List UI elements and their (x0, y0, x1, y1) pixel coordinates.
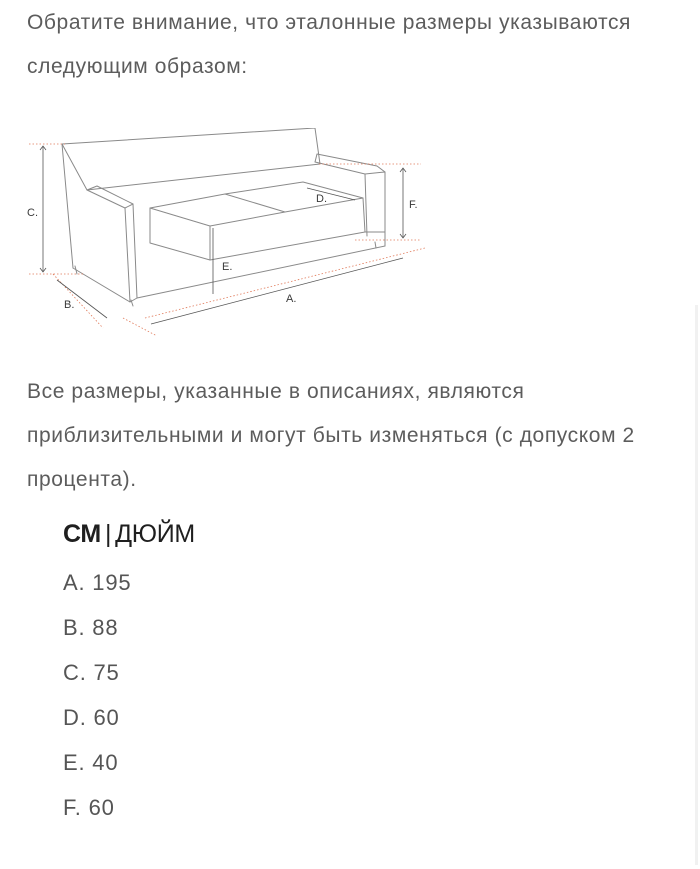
sofa-seat-cushion-left (150, 194, 285, 226)
dimension-item: F. 60 (63, 795, 115, 820)
dimension-item: C. 75 (63, 660, 120, 685)
dimension-item: A. 195 (63, 570, 132, 595)
dimensions-list (63, 560, 131, 830)
tolerance-note: Все размеры, указанные в описаниях, являются приблизительными и могут быть изменяться (с допуском 2 процента). (27, 380, 635, 491)
unit-cm-option[interactable]: СМ (63, 520, 101, 548)
sofa-left-arm (73, 190, 130, 302)
sofa-backrest (62, 128, 320, 190)
diagram-label-c: C. (27, 207, 38, 219)
diagram-label-b: B. (64, 299, 75, 311)
intro-text: Обратите внимание, что эталонные размеры указываются следующим образом: (27, 11, 632, 78)
diagram-label-a: A. (286, 293, 297, 305)
unit-toggle (63, 520, 195, 549)
diagram-label-f: F. (409, 199, 418, 211)
sofa-dimensions-diagram (25, 128, 425, 340)
diagram-label-e: E. (222, 261, 233, 273)
dimension-item: E. 40 (63, 750, 119, 775)
dimension-item: B. 88 (63, 615, 119, 640)
scrollbar-track[interactable] (695, 305, 698, 865)
dimension-item: D. 60 (63, 705, 120, 730)
diagram-label-d: D. (316, 193, 327, 205)
unit-separator: | (104, 520, 112, 548)
unit-inch-option[interactable]: ДЮЙМ (115, 520, 195, 548)
